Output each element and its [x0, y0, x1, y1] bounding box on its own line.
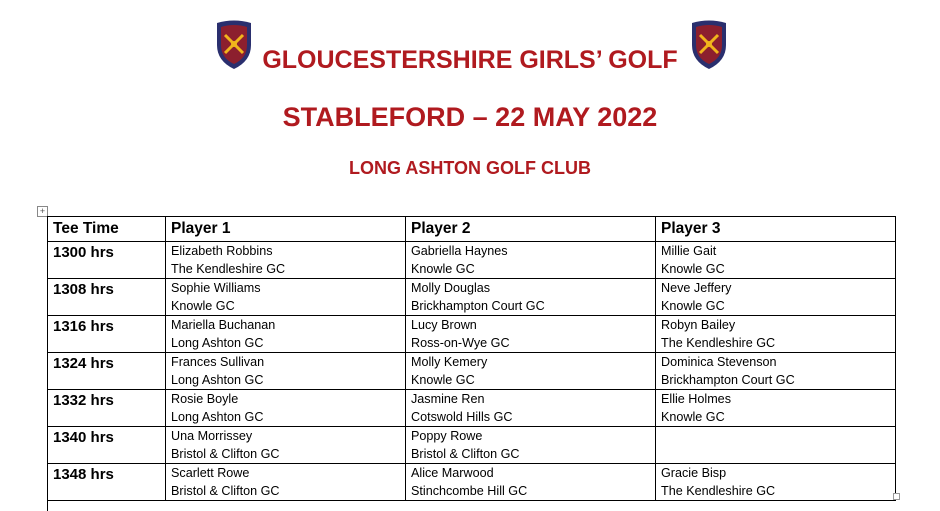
column-header-player-3: Player 3	[656, 217, 896, 242]
player-name: Gracie Bisp	[661, 466, 727, 480]
player-cell	[166, 316, 406, 353]
player-name: Rosie Boyle	[171, 392, 239, 406]
player-cell	[656, 390, 896, 427]
player-club: Knowle GC	[411, 373, 475, 387]
tee-time-cell: 1324 hrs	[48, 353, 166, 390]
player-club: Knowle GC	[661, 410, 725, 424]
page-margin-marker	[47, 493, 48, 511]
table-row	[48, 279, 896, 316]
column-header-player-1: Player 1	[166, 217, 406, 242]
player-club: Knowle GC	[171, 299, 235, 313]
player-name: Una Morrissey	[171, 429, 253, 443]
table-row	[48, 464, 896, 501]
player-cell	[406, 390, 656, 427]
table-resize-handle-icon[interactable]	[893, 493, 900, 500]
player-cell	[406, 427, 656, 464]
table-row	[48, 390, 896, 427]
player-name: Molly Kemery	[411, 355, 488, 369]
tee-time-cell: 1340 hrs	[48, 427, 166, 464]
table-move-handle-icon[interactable]: +	[37, 206, 48, 217]
player-club: Knowle GC	[411, 262, 475, 276]
player-cell	[656, 316, 896, 353]
player-cell	[166, 464, 406, 501]
player-cell	[166, 279, 406, 316]
player-name: Robyn Bailey	[661, 318, 736, 332]
player-cell	[656, 279, 896, 316]
player-club: Cotswold Hills GC	[411, 410, 513, 424]
tee-times-table	[47, 216, 896, 501]
tee-time-cell: 1348 hrs	[48, 464, 166, 501]
player-club: Long Ashton GC	[171, 373, 264, 387]
player-name: Mariella Buchanan	[171, 318, 276, 332]
event-subtitle: STABLEFORD – 22 MAY 2022	[282, 102, 658, 132]
table-header-row	[48, 217, 896, 242]
player-name: Lucy Brown	[411, 318, 477, 332]
player-club: Bristol & Clifton GC	[171, 484, 280, 498]
tee-time-cell: 1316 hrs	[48, 316, 166, 353]
player-cell	[406, 316, 656, 353]
player-cell	[656, 464, 896, 501]
player-cell	[166, 242, 406, 279]
player-club: The Kendleshire GC	[661, 336, 776, 350]
document-title: GLOUCESTERSHIRE GIRLS’ GOLF	[262, 46, 678, 74]
table-row	[48, 427, 896, 464]
player-name: Gabriella Haynes	[411, 244, 508, 258]
player-club: Knowle GC	[661, 262, 725, 276]
player-club: Bristol & Clifton GC	[411, 447, 520, 461]
player-club: Brickhampton Court GC	[661, 373, 795, 387]
player-name: Molly Douglas	[411, 281, 491, 295]
player-cell	[656, 242, 896, 279]
player-cell	[406, 242, 656, 279]
player-name: Elizabeth Robbins	[171, 244, 273, 258]
player-name: Dominica Stevenson	[661, 355, 777, 369]
player-cell	[406, 464, 656, 501]
player-name: Sophie Williams	[171, 281, 261, 295]
player-name: Millie Gait	[661, 244, 717, 258]
table-row	[48, 353, 896, 390]
column-header-player-2: Player 2	[406, 217, 656, 242]
player-name: Poppy Rowe	[411, 429, 483, 443]
player-name: Alice Marwood	[411, 466, 494, 480]
player-name: Jasmine Ren	[411, 392, 485, 406]
player-club: Stinchcombe Hill GC	[411, 484, 528, 498]
player-name: Scarlett Rowe	[171, 466, 250, 480]
tee-time-cell: 1300 hrs	[48, 242, 166, 279]
player-cell	[166, 353, 406, 390]
player-name: Frances Sullivan	[171, 355, 265, 369]
table-row	[48, 242, 896, 279]
player-club: Knowle GC	[661, 299, 725, 313]
player-cell	[406, 353, 656, 390]
player-cell	[656, 353, 896, 390]
player-name: Ellie Holmes	[661, 392, 731, 406]
player-cell	[166, 390, 406, 427]
player-cell	[656, 427, 896, 464]
table-row	[48, 316, 896, 353]
player-club: Long Ashton GC	[171, 336, 264, 350]
player-cell	[406, 279, 656, 316]
player-club: Long Ashton GC	[171, 410, 264, 424]
tee-time-cell: 1332 hrs	[48, 390, 166, 427]
tee-time-cell: 1308 hrs	[48, 279, 166, 316]
player-club: The Kendleshire GC	[661, 484, 776, 498]
player-club: Ross-on-Wye GC	[411, 336, 510, 350]
player-club: The Kendleshire GC	[171, 262, 286, 276]
player-club: Brickhampton Court GC	[411, 299, 545, 313]
column-header-tee-time: Tee Time	[48, 217, 166, 242]
player-name: Neve Jeffery	[661, 281, 732, 295]
player-club: Bristol & Clifton GC	[171, 447, 280, 461]
venue-heading: LONG ASHTON GOLF CLUB	[349, 158, 591, 178]
player-cell	[166, 427, 406, 464]
